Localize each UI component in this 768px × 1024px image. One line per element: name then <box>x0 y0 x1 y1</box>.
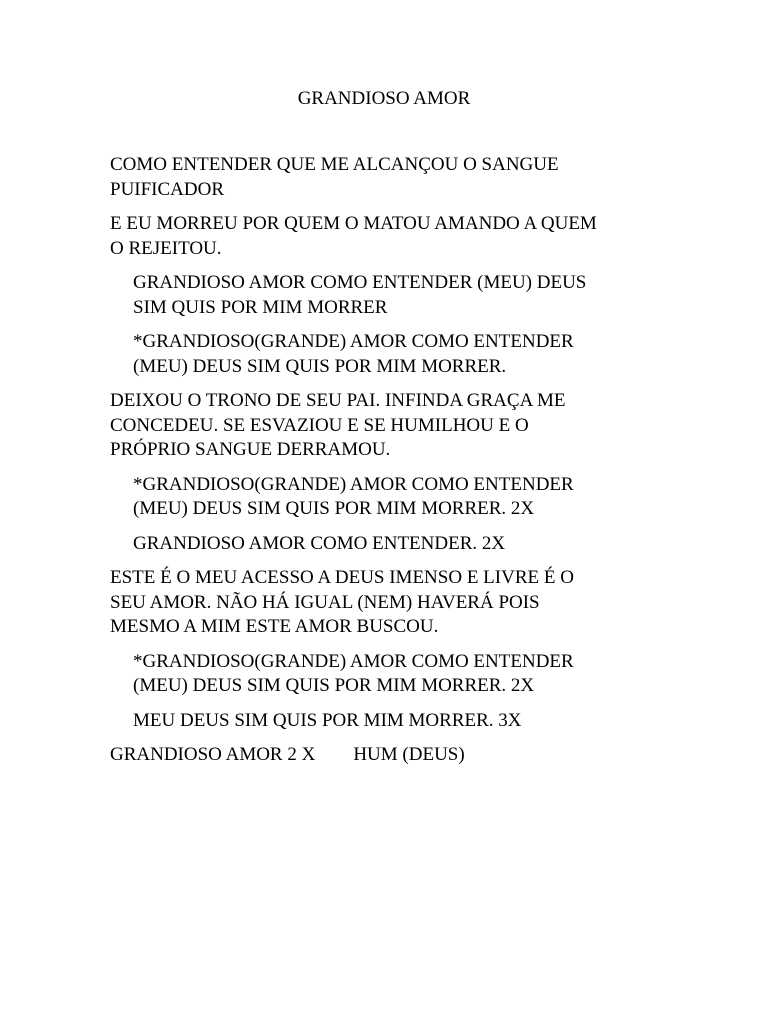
paragraph-2 <box>110 212 630 261</box>
text-line: ESTE É O MEU ACESSO A DEUS IMENSO E LIVRE É O <box>110 567 574 588</box>
text-line: (MEU) DEUS SIM QUIS POR MIM MORRER. <box>133 355 507 377</box>
paragraph-3 <box>110 271 630 320</box>
text-line: SEU AMOR. NÃO HÁ IGUAL (NEM) HAVERÁ POIS <box>110 591 540 613</box>
paragraph-10 <box>110 709 630 734</box>
paragraph-1 <box>110 153 630 202</box>
paragraph-4 <box>110 330 630 379</box>
text-line: DEIXOU O TRONO DE SEU PAI. INFINDA GRAÇA ME <box>110 390 566 411</box>
text-line: MESMO A MIM ESTE AMOR BUSCOU. <box>110 616 439 637</box>
text-line: *GRANDIOSO(GRANDE) AMOR COMO ENTENDER <box>133 473 574 495</box>
text-line: E EU MORREU POR QUEM O MATOU AMANDO A QUEM <box>110 213 597 234</box>
final-line <box>110 743 630 768</box>
text-line: O REJEITOU. <box>110 237 222 259</box>
paragraph-8 <box>110 566 630 640</box>
text-line: (MEU) DEUS SIM QUIS POR MIM MORRER. 2X <box>133 675 535 696</box>
final-line-right: HUM (DEUS) <box>353 744 465 765</box>
text-line: MEU DEUS SIM QUIS POR MIM MORRER. 3X <box>133 709 522 731</box>
text-line: PUIFICADOR <box>110 178 225 200</box>
paragraph-9 <box>110 650 630 699</box>
text-line: CONCEDEU. SE ESVAZIOU E SE HUMILHOU E O <box>110 414 529 436</box>
text-line: SIM QUIS POR MIM MORRER <box>133 296 388 318</box>
lyrics-body <box>110 153 630 778</box>
final-line-left: GRANDIOSO AMOR 2 X <box>110 744 316 765</box>
text-line: GRANDIOSO AMOR COMO ENTENDER (MEU) DEUS <box>133 272 587 293</box>
paragraph-5 <box>110 389 630 463</box>
text-line: PRÓPRIO SANGUE DERRAMOU. <box>110 439 391 460</box>
text-line: GRANDIOSO AMOR COMO ENTENDER. 2X <box>133 532 506 554</box>
text-line: *GRANDIOSO(GRANDE) AMOR COMO ENTENDER <box>133 331 574 352</box>
text-line: (MEU) DEUS SIM QUIS POR MIM MORRER. 2X <box>133 498 535 519</box>
text-line: COMO ENTENDER QUE ME ALCANÇOU O SANGUE <box>110 154 559 175</box>
text-line: *GRANDIOSO(GRANDE) AMOR COMO ENTENDER <box>133 650 574 672</box>
paragraph-6 <box>110 473 630 522</box>
page-title: GRANDIOSO AMOR <box>297 88 471 109</box>
paragraph-7 <box>110 532 630 557</box>
final-line-text <box>110 743 630 768</box>
